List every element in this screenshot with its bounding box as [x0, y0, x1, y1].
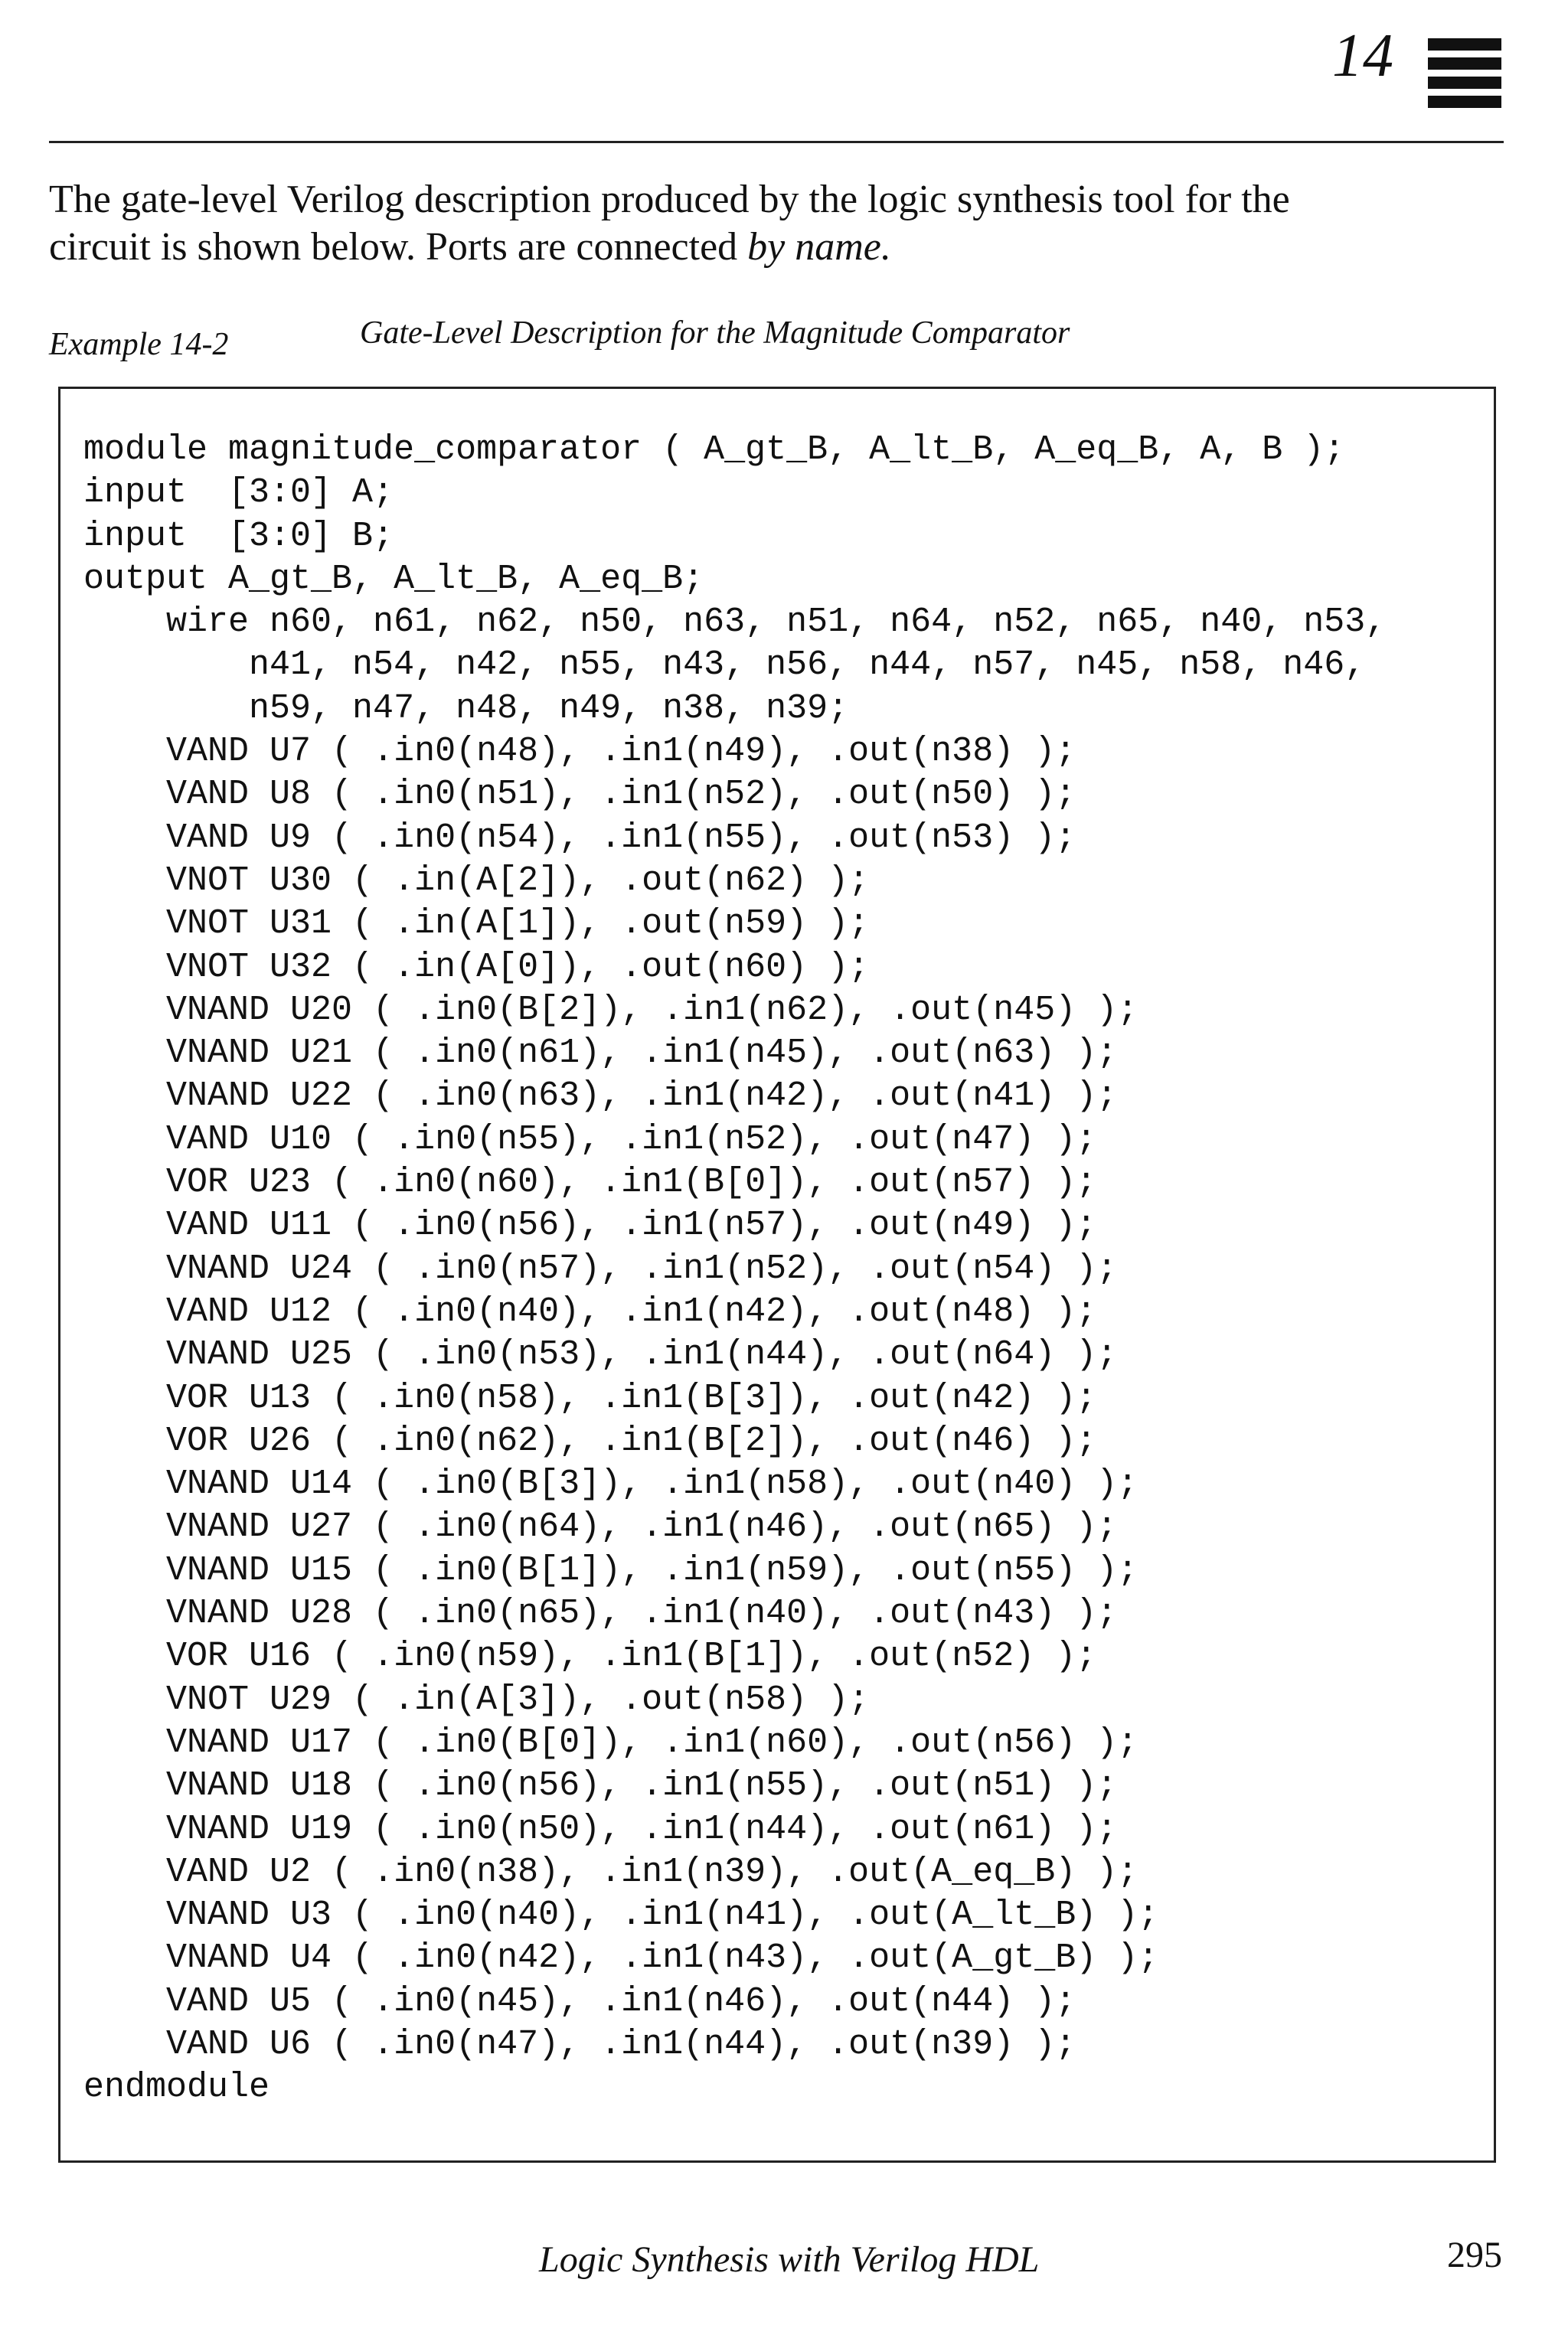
code-line: endmodule [83, 2068, 270, 2108]
code-listing [83, 429, 1386, 2110]
chapter-number: 14 [1332, 22, 1393, 90]
code-line: VAND U7 ( .in0(n48), .in1(n49), .out(n38) ); [83, 732, 1076, 772]
code-line: VNAND U27 ( .in0(n64), .in1(n46), .out(n65) ); [83, 1507, 1118, 1547]
code-line: n59, n47, n48, n49, n38, n39; [83, 688, 849, 728]
code-line: VOR U23 ( .in0(n60), .in1(B[0]), .out(n57) ); [83, 1163, 1097, 1203]
intro-emphasis: by name. [747, 225, 891, 269]
code-line: VAND U12 ( .in0(n40), .in1(n42), .out(n48) ); [83, 1292, 1097, 1331]
code-line: wire n60, n61, n62, n50, n63, n51, n64, n52, n65, n40, n53, [83, 603, 1387, 642]
code-line: VNAND U22 ( .in0(n63), .in1(n42), .out(n41) ); [83, 1076, 1118, 1116]
code-line: VNOT U32 ( .in(A[0]), .out(n60) ); [83, 947, 870, 987]
chapter-bars-icon [1428, 38, 1501, 109]
code-line: VAND U2 ( .in0(n38), .in1(n39), .out(A_eq_B) ); [83, 1852, 1138, 1892]
code-line: VNOT U30 ( .in(A[2]), .out(n62) ); [83, 861, 870, 900]
code-listing-box [58, 387, 1496, 2163]
code-line: input [3:0] B; [83, 516, 394, 556]
page-number: 295 [1447, 2235, 1502, 2275]
example-label: Example 14-2 [49, 327, 229, 362]
code-line: input [3:0] A; [83, 473, 394, 513]
intro-line-2 [49, 225, 891, 269]
code-line: output A_gt_B, A_lt_B, A_eq_B; [83, 559, 704, 599]
code-line: VNAND U15 ( .in0(B[1]), .in1(n59), .out(n55) ); [83, 1550, 1138, 1590]
intro-paragraph [49, 176, 1504, 271]
code-line: VNAND U19 ( .in0(n50), .in1(n44), .out(n61) ); [83, 1809, 1118, 1849]
intro-line-1: The gate-level Verilog description produced by the logic synthesis tool for the [49, 178, 1290, 221]
code-line: VOR U13 ( .in0(n58), .in1(B[3]), .out(n42) ); [83, 1378, 1097, 1418]
code-line: VNOT U31 ( .in(A[1]), .out(n59) ); [83, 904, 870, 944]
code-line: VAND U8 ( .in0(n51), .in1(n52), .out(n50) ); [83, 775, 1076, 815]
code-line: VNAND U21 ( .in0(n61), .in1(n45), .out(n63) ); [83, 1034, 1118, 1073]
intro-line-2-text: circuit is shown below. Ports are connected [49, 225, 748, 269]
code-line: VNAND U3 ( .in0(n40), .in1(n41), .out(A_lt_B) ); [83, 1896, 1159, 1935]
code-line: VNAND U24 ( .in0(n57), .in1(n52), .out(n54) ); [83, 1249, 1118, 1288]
code-line: module magnitude_comparator ( A_gt_B, A_lt_B, A_eq_B, A, B ); [83, 430, 1345, 469]
code-line: VAND U10 ( .in0(n55), .in1(n52), .out(n47) ); [83, 1119, 1097, 1159]
code-line: VAND U11 ( .in0(n56), .in1(n57), .out(n49) ); [83, 1206, 1097, 1246]
code-line: VOR U26 ( .in0(n62), .in1(B[2]), .out(n46) ); [83, 1421, 1097, 1461]
code-line: VNAND U20 ( .in0(B[2]), .in1(n62), .out(n45) ); [83, 990, 1138, 1030]
code-line: VNAND U17 ( .in0(B[0]), .in1(n60), .out(n56) ); [83, 1723, 1138, 1762]
code-line: VNAND U28 ( .in0(n65), .in1(n40), .out(n43) ); [83, 1594, 1118, 1634]
code-line: VOR U16 ( .in0(n59), .in1(B[1]), .out(n52) ); [83, 1637, 1097, 1677]
example-title: Gate-Level Description for the Magnitude Comparator [360, 315, 1070, 351]
code-line: VAND U5 ( .in0(n45), .in1(n46), .out(n44) ); [83, 1981, 1076, 2021]
code-line: VNOT U29 ( .in(A[3]), .out(n58) ); [83, 1680, 870, 1719]
code-line: VNAND U25 ( .in0(n53), .in1(n44), .out(n64) ); [83, 1335, 1118, 1375]
code-line: n41, n54, n42, n55, n43, n56, n44, n57, n45, n58, n46, [83, 645, 1366, 685]
footer-book-title: Logic Synthesis with Verilog HDL [539, 2239, 1040, 2280]
code-line: VNAND U4 ( .in0(n42), .in1(n43), .out(A_gt_B) ); [83, 1938, 1159, 1978]
code-line: VNAND U18 ( .in0(n56), .in1(n55), .out(n51) ); [83, 1766, 1118, 1806]
header-rule [49, 141, 1504, 143]
code-line: VAND U9 ( .in0(n54), .in1(n55), .out(n53) ); [83, 818, 1076, 857]
code-line: VAND U6 ( .in0(n47), .in1(n44), .out(n39) ); [83, 2024, 1076, 2064]
code-line: VNAND U14 ( .in0(B[3]), .in1(n58), .out(n40) ); [83, 1465, 1138, 1504]
